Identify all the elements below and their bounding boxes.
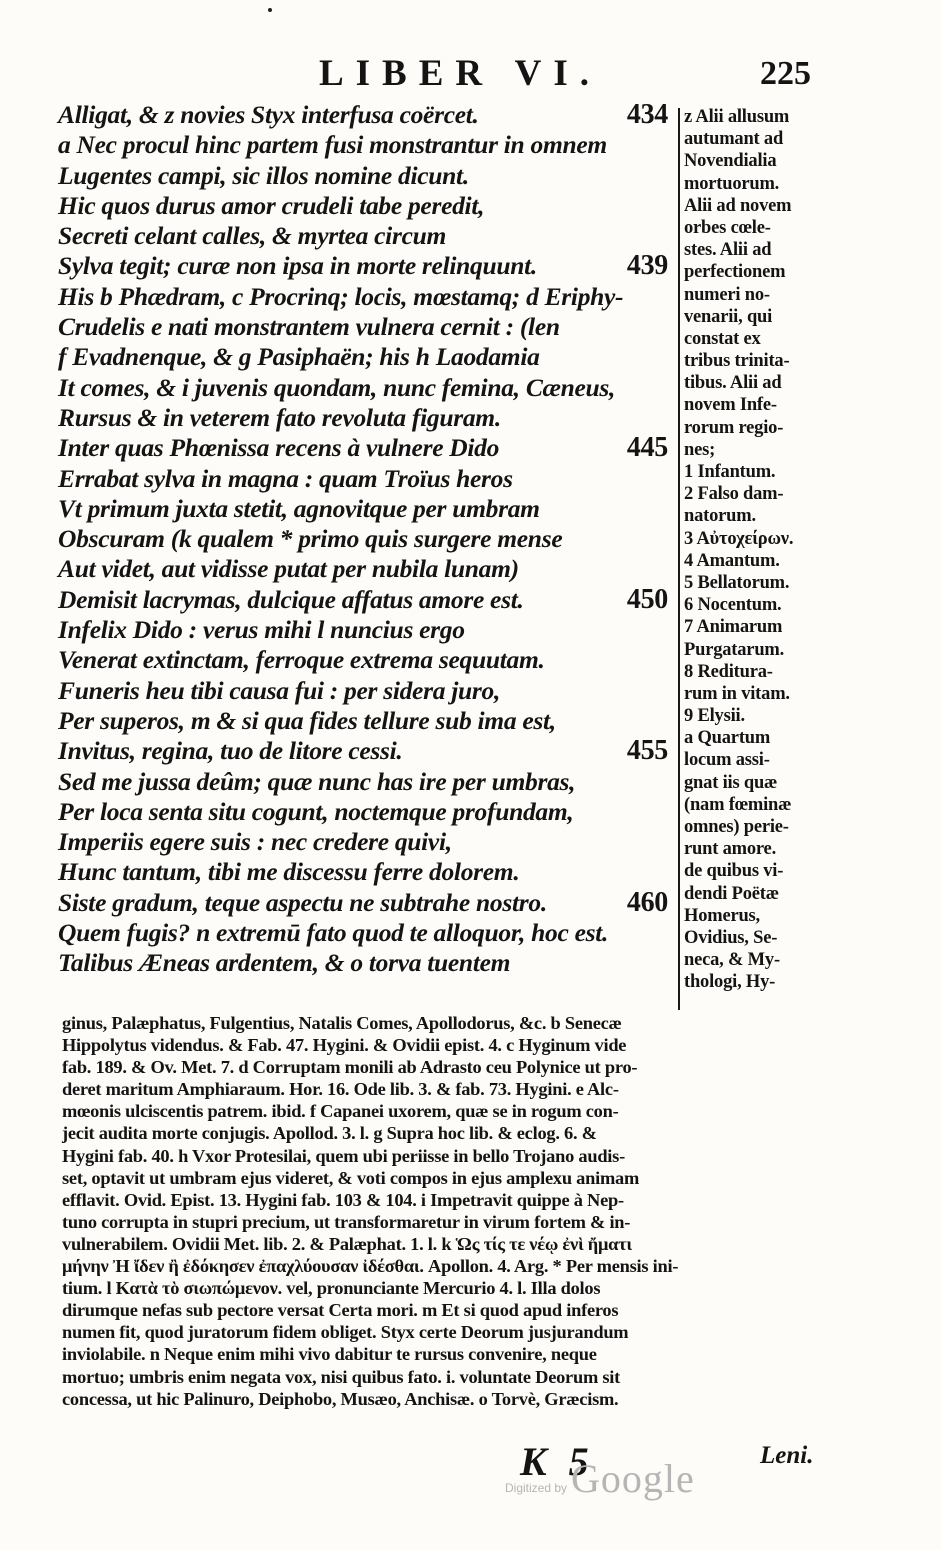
marginal-note-line: constat ex [684,328,761,349]
marginal-note-line: gnat iis quæ [684,772,778,793]
marginal-note-line: Alii ad novem [684,195,792,216]
marginal-note-line: runt amore. [684,839,776,860]
verse-line [58,615,678,645]
marginal-note-line: 8 Reditura- [684,661,773,682]
verse-text: Lugentes campi, sic illos nomine dicunt. [58,160,469,190]
verse-line [58,191,678,221]
verse-text: Sed me jussa deûm; quæ nunc has ire per umbras, [58,766,576,796]
marginal-note-line: a Quartum [684,728,771,749]
verse-text: Per superos, m & si qua fides tellure sub ima est, [58,705,556,735]
verse-text: Inter quas Phœnissa recens à vulnere Dido [58,433,500,463]
verse-line [58,948,678,978]
marginal-note-line: Novendialia [684,151,777,172]
verse-line [58,736,678,766]
verse-text: Obscuram (k qualem * primo quis surgere mense [58,524,563,554]
ink-speck [268,8,272,12]
verse-line [58,585,678,615]
footnote-line: jecit audita morte conjugis. Apollod. 3. l. g Supra hoc lib. & eclog. 6. & [62,1123,597,1144]
verse-text: Imperiis egere suis : nec credere quivi, [58,827,452,857]
verse-line [58,494,678,524]
running-head: LIBER VI. [318,53,602,94]
verse-line [58,827,678,857]
verse-text: Vt primum juxta stetit, agnovitque per umbram [58,493,540,523]
signature-mark: K 5 [520,1439,595,1484]
verse-text: Aut videt, aut vidisse putat per nubila lunam) [58,554,519,584]
verse-line [58,161,678,191]
marginal-note-line: (nam fœminæ [684,794,792,815]
marginal-note-line: dendi Poëtæ [684,883,779,904]
verse-text: Quem fugis? n extremū fato quod te alloquor, hoc est. [58,918,609,948]
verse-line [58,130,678,160]
marginal-note-line: 3 Αὐτοχείρων. [684,528,794,549]
marginal-note-line: 7 Animarum [684,617,783,638]
verse-line [58,464,678,494]
verse-text: Errabat sylva in magna : quam Troïus heros [58,463,513,493]
verse-line [58,433,678,463]
verse-text: Rursus & in veterem fato revoluta figuram. [58,402,501,432]
verse-column [58,100,678,979]
verse-text: Alligat, & z novies Styx interfusa coërcet. [58,100,479,129]
verse-text: Crudelis e nati monstrantem vulnera cernit : (len [58,312,560,342]
verse-text: Sylva tegit; curæ non ipsa in morte relinquunt. [58,251,537,281]
footnote-line: mœonis ulciscentis patrem. ibid. f Capanei uxorem, quæ se in rogum con- [62,1101,619,1122]
verse-line [58,797,678,827]
line-number: 439 [626,250,668,282]
verse-line [58,312,678,342]
footnote-line: ginus, Palæphatus, Fulgentius, Natalis Comes, Apollodorus, &c. b Senecæ [62,1013,622,1033]
verse-line [58,342,678,372]
verse-line [58,221,678,251]
verse-line [58,888,678,918]
verse-line [58,251,678,281]
verse-text: Per loca senta situ cogunt, noctemque profundam, [58,796,574,826]
catchword: Leni. [760,1442,814,1469]
verse-line [58,554,678,584]
line-number: 445 [626,432,668,464]
verse-line [58,524,678,554]
footnote-line: efflavit. Ovid. Epist. 13. Hygini fab. 103 & 104. i Impetravit quippe à Nep- [62,1189,624,1210]
watermark-logo-text: Google [571,1456,695,1501]
verse-text: Hunc tantum, tibi me discessu ferre dolorem. [58,857,520,887]
marginal-note-line: 2 Falso dam- [684,484,784,505]
line-number: 460 [626,886,668,918]
marginal-note-line: neca, & My- [684,950,780,971]
marginal-note-line: natorum. [684,506,756,527]
verse-text: Infelix Dido : verus mihi l nuncius ergo [58,615,465,645]
marginal-note-line: thologi, Hy- [684,972,776,993]
footnote-line: tuno corrupta in stupri precium, ut transformaretur in virum fortem & in- [62,1211,631,1232]
verse-text: Invitus, regina, tuo de litore cessi. [58,736,403,766]
verse-text: Venerat extinctam, ferroque extrema sequutam. [58,645,545,675]
verse-text: Demisit lacrymas, dulcique affatus amore est. [58,584,524,614]
marginal-note-line: 9 Elysii. [684,706,745,727]
marginal-note-line: Homerus, [684,905,760,926]
verse-line [58,706,678,736]
line-number: 434 [626,99,668,130]
footnote-line: Hygini fab. 40. h Vxor Protesilai, quem ubi periisse in bello Trojano audis- [62,1145,625,1166]
verse-line [58,645,678,675]
page-number: 225 [760,55,811,92]
marginal-note-line: Ovidius, Se- [684,927,778,948]
watermark-small-text: Digitized by [505,1481,568,1495]
marginal-note-line: 5 Bellatorum. [684,572,790,593]
digitized-watermark [505,1455,695,1502]
verse-line [58,282,678,312]
footnote-line: tium. l Κατὰ τὸ σιωπώμενον. vel, pronunciante Mercurio 4. l. Illa dolos [62,1278,601,1299]
marginal-note-line: mortuorum. [684,173,780,194]
marginal-note-line: Purgatarum. [684,639,785,660]
line-number: 450 [626,583,668,615]
footnote-line: Hippolytus videndus. & Fab. 47. Hygini. & Ovidii epist. 4. c Hyginum vide [62,1035,627,1056]
verse-line [58,918,678,948]
marginal-note-line: numeri no- [684,284,770,305]
verse-line [58,857,678,887]
marginal-note-line: omnes) perie- [684,817,789,837]
footnote-line: μήνην Ἠ ἴδεν ἢ ἐδόκησεν ἐπαχλύουσαν ἰδέσθαι. Apollon. 4. Arg. * Per mensis ini- [62,1256,679,1277]
marginal-notes [684,106,829,994]
marginal-note-line: novem Infe- [684,395,777,416]
marginal-note-line: locum assi- [684,750,770,771]
marginal-note-line: rum in vitam. [684,683,790,704]
verse-line [58,676,678,706]
footnote-line: mortuo; umbris enim negata vox, nisi quibus fato. i. voluntate Deorum sit [62,1366,621,1387]
footnote-line: set, optavit ut umbram ejus videret, & voti compos in ejus amplexu animam [62,1167,640,1188]
marginal-note-line: de quibus vi- [684,861,784,882]
verse-line [58,403,678,433]
marginal-note-line: 1 Infantum. [684,462,776,482]
footnote-line: deret maritum Amphiaraum. Hor. 16. Ode lib. 3. & fab. 73. Hygini. e Alc- [62,1079,619,1100]
verse-text: It comes, & i juvenis quondam, nunc femina, Cæneus, [58,372,616,402]
verse-line [58,767,678,797]
footnote-line: numen fit, quod juratorum fidem obliget. Styx certe Deorum jusjurandum [62,1322,629,1343]
marginal-note-line: 6 Nocentum. [684,595,782,616]
verse-text: Siste gradum, teque aspectu ne subtrahe nostro. [58,887,547,917]
marginal-note-line: autumant ad [684,129,784,150]
marginal-note-line: 4 Amantum. [684,550,780,571]
marginal-note-line: nes; [684,439,716,460]
marginal-note-line: rorum regio- [684,417,784,438]
line-number: 455 [626,735,668,767]
marginal-note-line: z Alii allusum [684,107,790,127]
verse-text: Talibus Æneas ardentem, & o torva tuentem [58,948,511,978]
marginal-note-line: tibus. Alii ad [684,373,782,394]
marginal-note-line: stes. Alii ad [684,240,772,261]
marginal-note-line: orbes cœle- [684,217,771,238]
verse-text: Secreti celant calles, & myrtea circum [58,221,447,251]
verse-text: f Evadnenque, & g Pasiphaën; his h Laodamia [58,342,540,372]
marginal-note-line: tribus trinita- [684,351,790,372]
footnote-line: concessa, ut hic Palinuro, Deiphobo, Musæo, Anchisæ. o Torvè, Græcism. [62,1388,619,1409]
verse-text: Funeris heu tibi causa fui : per sidera juro, [58,675,501,705]
footnote-line: vulnerabilem. Ovidii Met. lib. 2. & Palæphat. 1. l. k Ὡς τίς τε νέῳ ἐνὶ ἤματι [62,1233,632,1254]
verse-text: a Nec procul hinc partem fusi monstrantur in omnem [58,130,607,160]
footnote-line: inviolabile. n Neque enim mihi vivo dabitur te rursus convenire, neque [62,1344,597,1365]
verse-line [58,373,678,403]
verse-line [58,100,678,130]
marginal-note-line: venarii, qui [684,306,773,327]
verse-text: Hic quos durus amor crudeli tabe peredit, [58,190,485,220]
footnote-line: fab. 189. & Ov. Met. 7. d Corruptam monili ab Adrasto ceu Polynice ut pro- [62,1057,638,1078]
column-divider [678,108,680,1010]
footnote-line: dirumque nefas sub pectore versat Certa mori. m Et si quod apud inferos [62,1300,619,1321]
footnotes-block [62,1012,830,1410]
verse-text: His b Phædram, c Procrinq; locis, mœstamq; d Eriphy- [58,281,624,311]
marginal-note-line: perfectionem [684,262,786,283]
